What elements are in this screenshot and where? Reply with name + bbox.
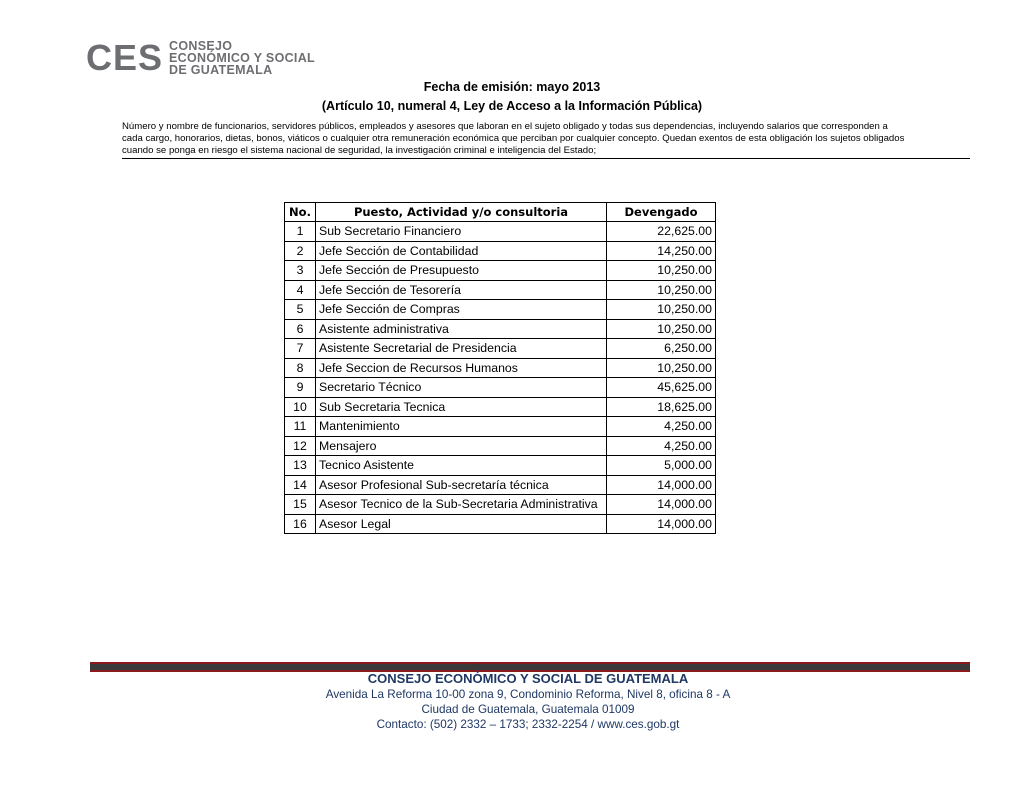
table-row (285, 456, 716, 476)
row-number: 7 (285, 339, 316, 359)
row-role: Mensajero (316, 436, 607, 456)
staff-salary-table (284, 202, 716, 534)
row-role: Tecnico Asistente (316, 456, 607, 476)
row-role: Mantenimiento (316, 417, 607, 437)
row-number: 10 (285, 397, 316, 417)
logo-line: ECONÓMICO Y SOCIAL (169, 51, 315, 65)
row-amount: 6,250.00 (607, 339, 716, 359)
table-row (285, 339, 716, 359)
row-amount: 14,250.00 (607, 241, 716, 261)
row-role: Jefe Sección de Presupuesto (316, 261, 607, 281)
logo-line: CONSEJO (169, 39, 233, 53)
row-number: 11 (285, 417, 316, 437)
description-paragraph (122, 121, 970, 157)
description-line: cada cargo, honorarios, dietas, bonos, viáticos o cualquier otra remuneración económica que perciban por cualquier concepto. Quedan exentos de esta obligación los sujetos obligados (122, 133, 905, 144)
row-role: Asesor Tecnico de la Sub-Secretaria Administrativa (316, 495, 607, 515)
row-amount: 45,625.00 (607, 378, 716, 398)
row-amount: 22,625.00 (607, 222, 716, 242)
table-header-row (285, 203, 716, 222)
row-role: Jefe Sección de Compras (316, 300, 607, 320)
row-number: 16 (285, 514, 316, 534)
row-number: 4 (285, 280, 316, 300)
row-role: Jefe Sección de Contabilidad (316, 241, 607, 261)
row-role: Secretario Técnico (316, 378, 607, 398)
ces-logo (86, 38, 315, 78)
table-row (285, 514, 716, 534)
table-row (285, 319, 716, 339)
row-amount: 10,250.00 (607, 358, 716, 378)
table-row (285, 241, 716, 261)
row-amount: 18,625.00 (607, 397, 716, 417)
description-divider (122, 158, 970, 159)
row-role: Sub Secretario Financiero (316, 222, 607, 242)
logo-mark: CES (86, 37, 164, 78)
row-amount: 10,250.00 (607, 319, 716, 339)
row-role: Sub Secretaria Tecnica (316, 397, 607, 417)
issue-date: Fecha de emisión: mayo 2013 (423, 80, 601, 94)
description-line: cuando se ponga en riesgo el sistema nacional de seguridad, la investigación criminal e inteligencia del Estado; (122, 145, 597, 156)
row-role: Jefe Seccion de Recursos Humanos (316, 358, 607, 378)
row-role: Asistente Secretarial de Presidencia (316, 339, 607, 359)
footer-city: Ciudad de Guatemala, Guatemala 01009 (421, 703, 635, 716)
table-row (285, 475, 716, 495)
row-amount: 10,250.00 (607, 261, 716, 281)
row-role: Asesor Profesional Sub-secretaría técnica (316, 475, 607, 495)
row-number: 1 (285, 222, 316, 242)
table-row (285, 436, 716, 456)
table-row (285, 397, 716, 417)
footer-contact: Contacto: (502) 2332 – 1733; 2332-2254 / www.ces.gob.gt (376, 718, 680, 731)
row-number: 3 (285, 261, 316, 281)
footer-address: Avenida La Reforma 10-00 zona 9, Condominio Reforma, Nivel 8, oficina 8 - A (325, 688, 731, 701)
row-amount: 14,000.00 (607, 495, 716, 515)
row-amount: 4,250.00 (607, 436, 716, 456)
row-number: 9 (285, 378, 316, 398)
header-amount: Devengado (607, 203, 716, 222)
table-row (285, 417, 716, 437)
table-row (285, 222, 716, 242)
description-line: Número y nombre de funcionarios, servidores públicos, empleados y asesores que laboran en el sujeto obligado y todas sus dependencias, incluyendo salarios que corresponden a (122, 121, 888, 132)
table-row (285, 280, 716, 300)
row-number: 12 (285, 436, 316, 456)
header-role: Puesto, Actividad y/o consultoria (316, 203, 607, 222)
row-amount: 5,000.00 (607, 456, 716, 476)
row-amount: 14,000.00 (607, 514, 716, 534)
row-number: 2 (285, 241, 316, 261)
table-row (285, 300, 716, 320)
row-amount: 4,250.00 (607, 417, 716, 437)
row-number: 8 (285, 358, 316, 378)
row-role: Asesor Legal (316, 514, 607, 534)
table-row (285, 261, 716, 281)
row-role: Asistente administrativa (316, 319, 607, 339)
row-role: Jefe Sección de Tesorería (316, 280, 607, 300)
row-number: 6 (285, 319, 316, 339)
row-number: 15 (285, 495, 316, 515)
row-amount: 10,250.00 (607, 300, 716, 320)
logo-text (169, 40, 315, 76)
logo-line: DE GUATEMALA (169, 63, 273, 77)
table-row (285, 358, 716, 378)
row-amount: 14,000.00 (607, 475, 716, 495)
row-number: 13 (285, 456, 316, 476)
table-row (285, 495, 716, 515)
row-number: 14 (285, 475, 316, 495)
row-number: 5 (285, 300, 316, 320)
table-row (285, 378, 716, 398)
header-no: No. (285, 203, 316, 222)
footer-title: CONSEJO ECONÓMICO Y SOCIAL DE GUATEMALA (367, 671, 689, 686)
law-reference: (Artículo 10, numeral 4, Ley de Acceso a la Información Pública) (321, 99, 703, 113)
row-amount: 10,250.00 (607, 280, 716, 300)
